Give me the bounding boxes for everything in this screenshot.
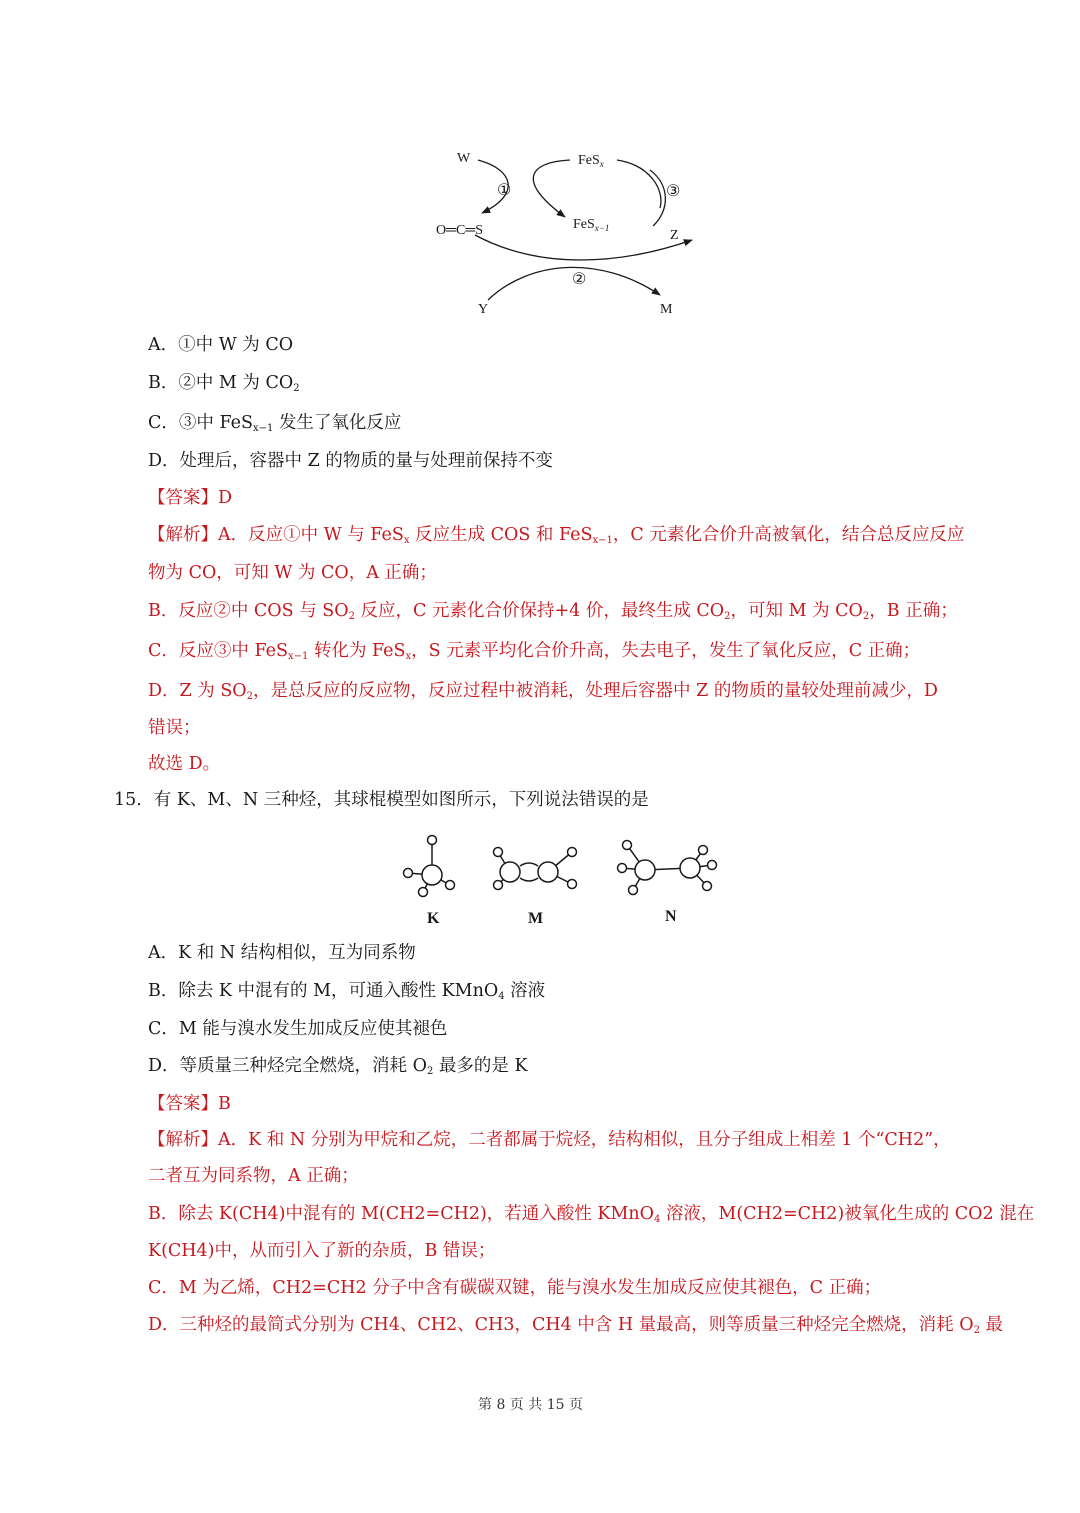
ball-and-stick-models: [390, 830, 730, 930]
label-OCS: O═C═S: [436, 223, 484, 238]
q14-analysis-line-3: B．反应②中 COS 与 $SO_2$ 反应，C 元素化合价保持+4 价，最终生成 $CO_2$，可知 M 为 $CO_2$，B 正确；: [148, 601, 958, 622]
label-Y: Y: [478, 302, 489, 317]
circle-1: ①: [497, 182, 512, 199]
q14-option-d: D．处理后，容器中 Z 的物质的量与处理前保持不变: [148, 451, 553, 471]
q14-option-b: B．②中 M 为 $CO_2$: [148, 373, 300, 394]
circle-3: ③: [666, 183, 681, 200]
label-W: W: [457, 151, 471, 166]
model-label-M: M: [528, 910, 544, 927]
q14-analysis-line-2: 物为 CO，可知 W 为 CO，A 正确；: [148, 563, 437, 583]
q15-answer: 【答案】B: [148, 1094, 231, 1114]
circle-2: ②: [572, 271, 587, 288]
q15-analysis-line-1: 【解析】A．K 和 N 分别为甲烷和乙烷，二者都属于烷烃，结构相似，且分子组成上相差 1 个“CH2”，: [148, 1130, 951, 1150]
q15-analysis-line-6: D．三种烃的最简式分别为 CH4、CH2、CH3，CH4 中含 H 量最高，则等质量三种烃完全燃烧，消耗 $O_2$ 最: [148, 1315, 1004, 1336]
q15-analysis-line-5: C．M 为乙烯，CH2=CH2 分子中含有碳碳双键，能与溴水发生加成反应使其褪色，C 正确；: [148, 1278, 882, 1298]
q14-answer: 【答案】D: [148, 488, 233, 508]
q14-analysis-line-7: 故选 D。: [148, 754, 221, 774]
q15-option-b: B．除去 K 中混有的 M，可通入酸性 KMnO$_4$ 溶液: [148, 981, 546, 1002]
label-FeSx: FeS$_x$: [578, 153, 604, 169]
q14-analysis-line-1: 【解析】A．反应①中 W 与 FeS$_x$ 反应生成 COS 和 FeS$_{x-1}$，C 元素化合价升高被氧化，结合总反应反应: [148, 525, 965, 546]
q15-option-a: A．K 和 N 结构相似，互为同系物: [148, 943, 416, 963]
label-FeSx-1: FeS$_{x-1}$: [573, 217, 610, 233]
label-Z: Z: [670, 228, 679, 243]
q14-analysis-line-4: C．反应③中 FeS$_{x-1}$ 转化为 FeS$_x$，S 元素平均化合价升高，失去电子，发生了氧化反应，C 正确；: [148, 641, 921, 662]
q15-analysis-line-4: K(CH4)中，从而引入了新的杂质，B 错误；: [148, 1241, 496, 1261]
q15-analysis-line-2: 二者互为同系物，A 正确；: [148, 1166, 359, 1186]
q15-option-d: D．等质量三种烃完全燃烧，消耗 $O_2$ 最多的是 K: [148, 1056, 528, 1077]
q14-option-c: C．③中 FeS$_{x-1}$ 发生了氧化反应: [148, 413, 402, 434]
q14-option-a: A．①中 W 为 CO: [148, 335, 294, 355]
model-label-K: K: [427, 910, 440, 927]
q14-analysis-line-5: D．Z 为 $SO_2$，是总反应的反应物，反应过程中被消耗，处理后容器中 Z 的物质的量较处理前减少，D: [148, 681, 938, 702]
q15-analysis-line-3: B．除去 K(CH4)中混有的 M(CH2=CH2)，若通入酸性 KMnO$_4$ 溶液，M(CH2=CH2)被氧化生成的 CO2 混在: [148, 1204, 1035, 1225]
label-M: M: [660, 302, 673, 317]
q14-analysis-line-6: 错误；: [148, 718, 201, 738]
page-footer: 第 8 页 共 15 页: [478, 1397, 583, 1413]
reaction-cycle-diagram: [420, 140, 700, 320]
q15-stem: 15．有 K、M、N 三种烃，其球棍模型如图所示，下列说法错误的是: [114, 790, 649, 810]
q15-option-c: C．M 能与溴水发生加成反应使其褪色: [148, 1019, 448, 1039]
model-label-N: N: [665, 908, 677, 925]
